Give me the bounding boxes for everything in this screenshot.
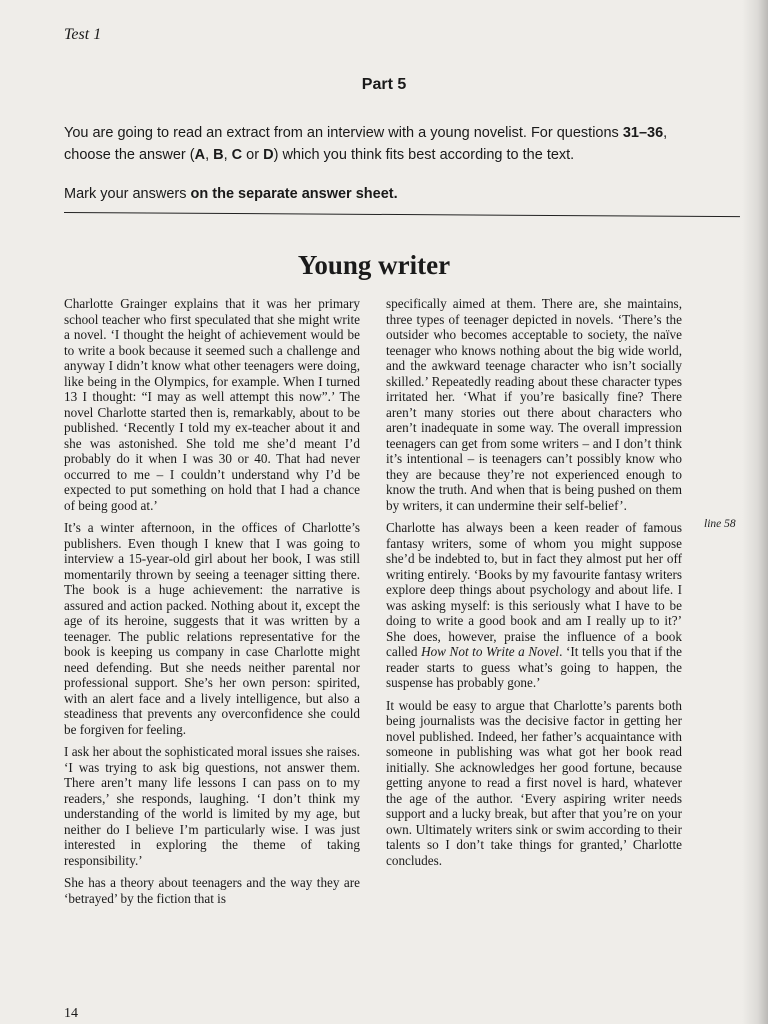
option-b: B — [213, 147, 224, 163]
separator: or — [242, 147, 264, 163]
article-paragraph: Charlotte Grainger explains that it was her primary school teacher who first speculated that she might write a novel. ‘I thought the height of achievement would be to write a book because it seemed such a challenge and anyway I didn’t know what other teenagers were doing, like being in the Olympics, for example. When I turned 13 I thought: “I may as well attempt this now”.’ The novel Charlotte started then is, remarkably, about to be published. ‘Recently I told my ex-teacher about it and she was astonished. She told me she’d meant I’d probably do it when I was 30 or 40. That had never occurred to me – I couldn’t understand why I’d be expected to put something on hold that I had a chance of being good at.’ — [64, 296, 360, 513]
question-range: 31–36 — [622, 125, 664, 141]
instructions-text: You are going to read an extract from an interview with a young novelist. For questions — [64, 125, 623, 141]
instructions-fit: ) which you think fits best according to the text. — [273, 147, 575, 163]
paragraph-text: . ‘It tells you that if the reader starts to guess what’s going to happen, the suspense has probably gone.’ — [386, 644, 682, 690]
article-paragraph: specifically aimed at them. There are, she maintains, three types of teenager depicted in novels. ‘There’s the outsider who becomes acceptable to society, the naïve teenager who knows nothing about the big wide world, and the awkward teenage character who isn’t socially skilled.’ Repeatedly reading about these character types irritated her. ‘What if you’re basically fine? There aren’t many stories out there about characters who aren’t inadequate in some way. The overall impression teenagers can get from some writers – and I don’t think it’s intentional – is teenagers can’t possibly know who they are because they’re not experienced enough to know the truth. And when that is being pushed on them by writers, it can undermine their self-belief’. — [386, 296, 682, 513]
article-paragraph: I ask her about the sophisticated moral issues she raises. ‘I was trying to ask big questions, not answer them. There aren’t many life lessons I can pass on to my readers,’ she responds, laughing. ‘I don’t think my understanding of the world is limited by my age, but neither do I believe I’m particularly wise. I was just interested in exploring the theme of taking responsibility.’ — [64, 744, 360, 868]
article-paragraph: She has a theory about teenagers and the way they are ‘betrayed’ by the fiction that is — [64, 875, 360, 906]
article-left-column — [64, 296, 360, 913]
instructions-choose: choose the answer ( — [64, 147, 195, 163]
page-number: 14 — [64, 1006, 78, 1021]
option-a: A — [194, 147, 206, 163]
mark-answers-paragraph — [64, 183, 754, 205]
option-d: D — [263, 147, 274, 163]
article-paragraph: It’s a winter afternoon, in the offices of Charlotte’s publishers. Even though I knew that I was going to interview a 15-year-old girl about her book, I was still momentarily thrown by seeing a teenager sitting there. The book is a huge achievement: the narrative is assured and action packed. Nothing about it, except the age of its heroine, suggests that it was written by a teenager. The public relations representative for the book is keeping us company in case Charlotte might need defending. But she needs neither parental nor professional support. She’s her own person: spirited, with an alert face and a lively intelligence, but also a steadiness that prevents any overconfidence she could be forgiven for feeling. — [64, 520, 360, 737]
separator: , — [205, 147, 214, 163]
instructions — [64, 122, 754, 222]
test-label: Test 1 — [64, 26, 102, 43]
part-title: Part 5 — [361, 76, 407, 93]
article-right-column — [386, 296, 682, 875]
line-marker: line 58 — [704, 518, 736, 530]
article-paragraph: It would be easy to argue that Charlotte’s parents both being journalists was the decisive factor in getting her novel published. Indeed, her father’s acquaintance with someone in publishing was what got her book read initially. She acknowledges her good fortune, because getting anyone to read a first novel is hard, whatever the age of the author. ‘Every aspiring writer needs support and a lucky break, but after that you’re on your own. Ultimately writers sink or swim according to their talents so I don’t take things for granted,’ Charlotte concludes. — [386, 697, 682, 868]
option-c: C — [231, 147, 243, 163]
paragraph-text: Charlotte has always been a keen reader of famous fantasy writers, some of whom you might suppose she’d be indebted to, but in fact they almost put her off writing entirely. ‘Books by my favourite fantasy writers explore deep things about psychology and about life. I was asking myself: is this seriously what I have to be doing to write a good book and am I really up to it?’ She does, however, praise the influence of a book called — [386, 520, 682, 659]
separator: , — [223, 147, 232, 163]
instructions-paragraph — [64, 122, 754, 166]
article-title: Young writer — [297, 250, 451, 280]
instructions-comma: , — [663, 125, 668, 141]
answer-sheet-emphasis: on the separate answer sheet. — [190, 186, 398, 202]
article-paragraph — [386, 520, 682, 691]
mark-answers-text: Mark your answers — [64, 186, 191, 202]
book-title: How Not to Write a Novel — [421, 644, 560, 659]
